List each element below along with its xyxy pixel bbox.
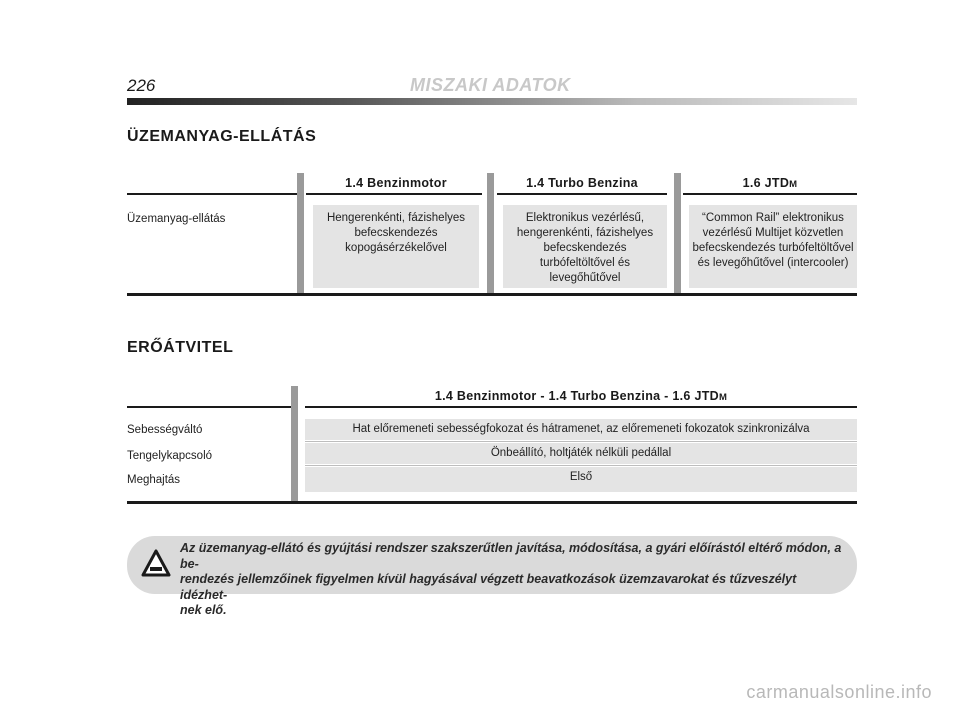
transmission-row-label: Sebességváltó bbox=[127, 424, 203, 436]
transmission-row-separator bbox=[305, 465, 857, 466]
header-rule bbox=[127, 98, 857, 105]
fuel-header-rule-col2 bbox=[497, 193, 667, 195]
transmission-row-separator bbox=[305, 441, 857, 442]
fuel-col-head-1: 1.4 Benzinmotor bbox=[345, 176, 447, 190]
fuel-cell-3-line: és levegőhűtővel (intercooler) bbox=[697, 257, 849, 269]
transmission-section-title: ERŐÁTVITEL bbox=[127, 339, 234, 356]
transmission-row-value: Hat előremeneti sebességfokozat és hátramenet, az előremeneti fokozatok szinkronizálva bbox=[305, 419, 857, 440]
fuel-divider-3 bbox=[674, 173, 681, 296]
warning-line: rendezés jellemzőinek figyelmen kívül hagyásával végzett beavatkozások üzemzavarokat és tűzveszélyt idézhet- bbox=[180, 572, 797, 602]
fuel-header-rule-col3 bbox=[683, 193, 857, 195]
transmission-row-label: Meghajtás bbox=[127, 474, 181, 486]
warning-line: nek elő. bbox=[180, 603, 227, 617]
warning-text bbox=[180, 541, 845, 619]
fuel-header-rule-left bbox=[127, 193, 297, 195]
fuel-cell-3-line: “Common Rail” elektronikus bbox=[702, 212, 844, 224]
fuel-cell-2 bbox=[503, 205, 667, 288]
fuel-divider-1 bbox=[297, 173, 304, 296]
fuel-col-head-3-small: M bbox=[789, 179, 798, 190]
fuel-cell-1-line: Hengerenkénti, fázishelyes bbox=[326, 212, 466, 224]
fuel-cell-3 bbox=[689, 205, 857, 288]
fuel-cell-2-line: turbófeltöltővel és levegőhűtővel bbox=[539, 257, 631, 284]
page-number: 226 bbox=[127, 76, 156, 95]
fuel-col-head-2: 1.4 Turbo Benzina bbox=[526, 176, 638, 190]
fuel-section-title: ÜZEMANYAG-ELLÁTÁS bbox=[127, 128, 317, 145]
transmission-bottom-rule bbox=[127, 501, 857, 504]
fuel-cell-1-line: befecskendezés bbox=[354, 227, 438, 239]
transmission-divider bbox=[291, 386, 298, 501]
fuel-cell-3-line: befecskendezés turbófeltöltővel bbox=[692, 242, 854, 254]
fuel-cell-1-line: kopogásérzékelővel bbox=[345, 242, 447, 254]
fuel-col-head-3 bbox=[683, 176, 857, 190]
transmission-header-rule-right bbox=[305, 406, 857, 408]
fuel-col-head-3-main: 1.6 JTD bbox=[742, 176, 790, 190]
watermark: carmanualsonline.info bbox=[746, 682, 932, 702]
transmission-row-label: Tengelykapcsoló bbox=[127, 450, 213, 462]
fuel-cell-2-line: Elektronikus vezérlésű, bbox=[525, 212, 645, 224]
fuel-header-rule-col1 bbox=[306, 193, 482, 195]
fuel-cell-1 bbox=[313, 205, 479, 288]
fuel-cell-2-line: befecskendezés bbox=[543, 242, 627, 254]
warning-line: Az üzemanyag-ellátó és gyújtási rendszer szakszerűtlen javítása, módosítása, a gyári előírástól eltérő módon, a be- bbox=[180, 541, 842, 571]
fuel-cell-3-line: vezérlésű Multijet közvetlen bbox=[702, 227, 844, 239]
fuel-cell-2-line: hengerenkénti, fázishelyes bbox=[516, 227, 654, 239]
warning-triangle-icon bbox=[141, 549, 171, 577]
transmission-col-head bbox=[305, 389, 857, 403]
fuel-row-label: Üzemanyag-ellátás bbox=[127, 213, 226, 225]
transmission-row-value: Első bbox=[305, 467, 857, 492]
transmission-col-head-main: 1.4 Benzinmotor - 1.4 Turbo Benzina - 1.6 JTD bbox=[434, 389, 719, 403]
fuel-bottom-rule bbox=[127, 293, 857, 296]
transmission-col-head-small: M bbox=[718, 392, 728, 403]
fuel-divider-2 bbox=[487, 173, 494, 296]
transmission-row-value: Önbeállító, holtjáték nélküli pedállal bbox=[305, 443, 857, 464]
chapter-title: MISZAKI ADATOK bbox=[410, 75, 571, 95]
transmission-header-rule-left bbox=[127, 406, 297, 408]
